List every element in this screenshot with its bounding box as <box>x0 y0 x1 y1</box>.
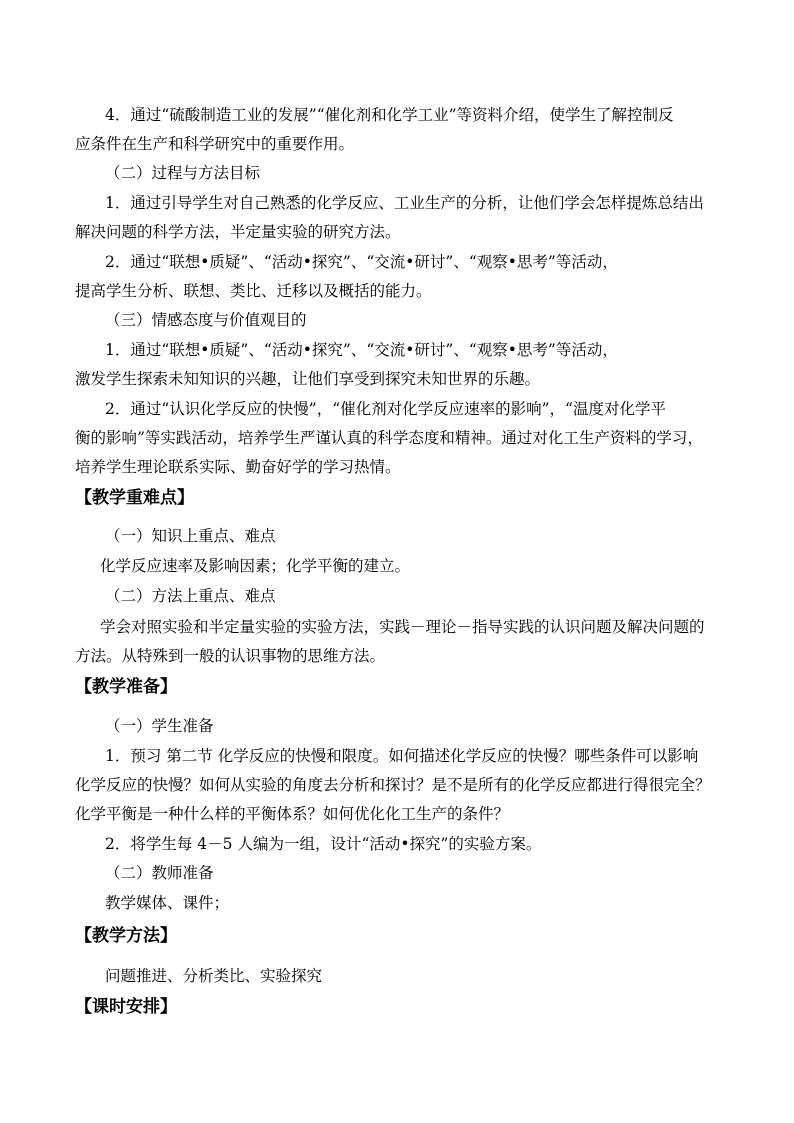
teacher-prep-text: 教学媒体、课件； <box>105 894 230 912</box>
student-prep-1-line-2: 化学反应的快慢？如何从实验的角度去分析和探讨？是不是所有的化学反应都进行得很完全？ <box>75 776 711 794</box>
section-student-prep: （一）学生准备 <box>105 717 214 735</box>
student-prep-1-line-3: 化学平衡是一种什么样的平衡体系？如何优化化工生产的条件？ <box>75 805 510 823</box>
student-prep-1-line-1: 1．预习 第二节 化学反应的快慢和限度。如何描述化学反应的快慢？哪些条件可以影响 <box>105 747 699 765</box>
knowledge-points-text: 化学反应速率及影响因素；化学平衡的建立。 <box>100 557 411 575</box>
section-knowledge-points: （一）知识上重点、难点 <box>105 527 276 545</box>
attitude-2-line-1: 2．通过“认识化学反应的快慢”，“催化剂对化学反应速率的影响”，“温度对化学平 <box>105 400 666 418</box>
section-teacher-prep: （二）教师准备 <box>105 864 214 882</box>
process-2-line-1: 2．通过“联想•质疑”、“活动•探究”、“交流•研讨”、“观察•思考”等活动， <box>105 253 618 271</box>
section-process-methods: （二）过程与方法目标 <box>105 164 261 182</box>
teaching-methods-text: 问题推进、分析类比、实验探究 <box>105 967 323 985</box>
attitude-1-line-1: 1．通过“联想•质疑”、“活动•探究”、“交流•研讨”、“观察•思考”等活动， <box>105 341 618 359</box>
section-attitude-values: （三）情感态度与价值观目的 <box>105 311 307 329</box>
attitude-2-line-2: 衡的影响”等实践活动，培养学生严谨认真的科学态度和精神。通过对化工生产资料的学习， <box>75 429 703 447</box>
section-method-points: （二）方法上重点、难点 <box>105 587 276 605</box>
objective-4-line-1: 4．通过“硫酸制造工业的发展”“催化剂和化学工业”等资料介绍，使学生了解控制反 <box>105 106 674 124</box>
objective-4-line-2: 应条件在生产和科学研究中的重要作用。 <box>75 135 355 153</box>
heading-teaching-preparation: 【教学准备】 <box>75 677 177 697</box>
student-prep-2: 2．将学生每 4－5 人编为一组，设计“活动•探究”的实验方案。 <box>105 835 542 853</box>
method-points-line-1: 学会对照实验和半定量实验的实验方法，实践－理论－指导实践的认识问题及解决问题的 <box>100 618 705 636</box>
heading-key-difficult-points: 【教学重难点】 <box>75 488 194 508</box>
process-2-line-2: 提高学生分析、联想、类比、迁移以及概括的能力。 <box>75 282 432 300</box>
method-points-line-2: 方法。从特殊到一般的认识事物的思维方法。 <box>75 647 386 665</box>
heading-class-schedule: 【课时安排】 <box>75 997 177 1017</box>
heading-teaching-methods: 【教学方法】 <box>75 926 177 946</box>
process-1-line-1: 1．通过引导学生对自己熟悉的化学反应、工业生产的分析，让他们学会怎样提炼总结出 <box>105 194 704 212</box>
process-1-line-2: 解决问题的科学方法，半定量实验的研究方法。 <box>75 223 401 241</box>
attitude-1-line-2: 激发学生探索未知知识的兴趣，让他们享受到探究未知世界的乐趣。 <box>75 370 541 388</box>
attitude-2-line-3: 培养学生理论联系实际、勤奋好学的学习热情。 <box>75 458 401 476</box>
